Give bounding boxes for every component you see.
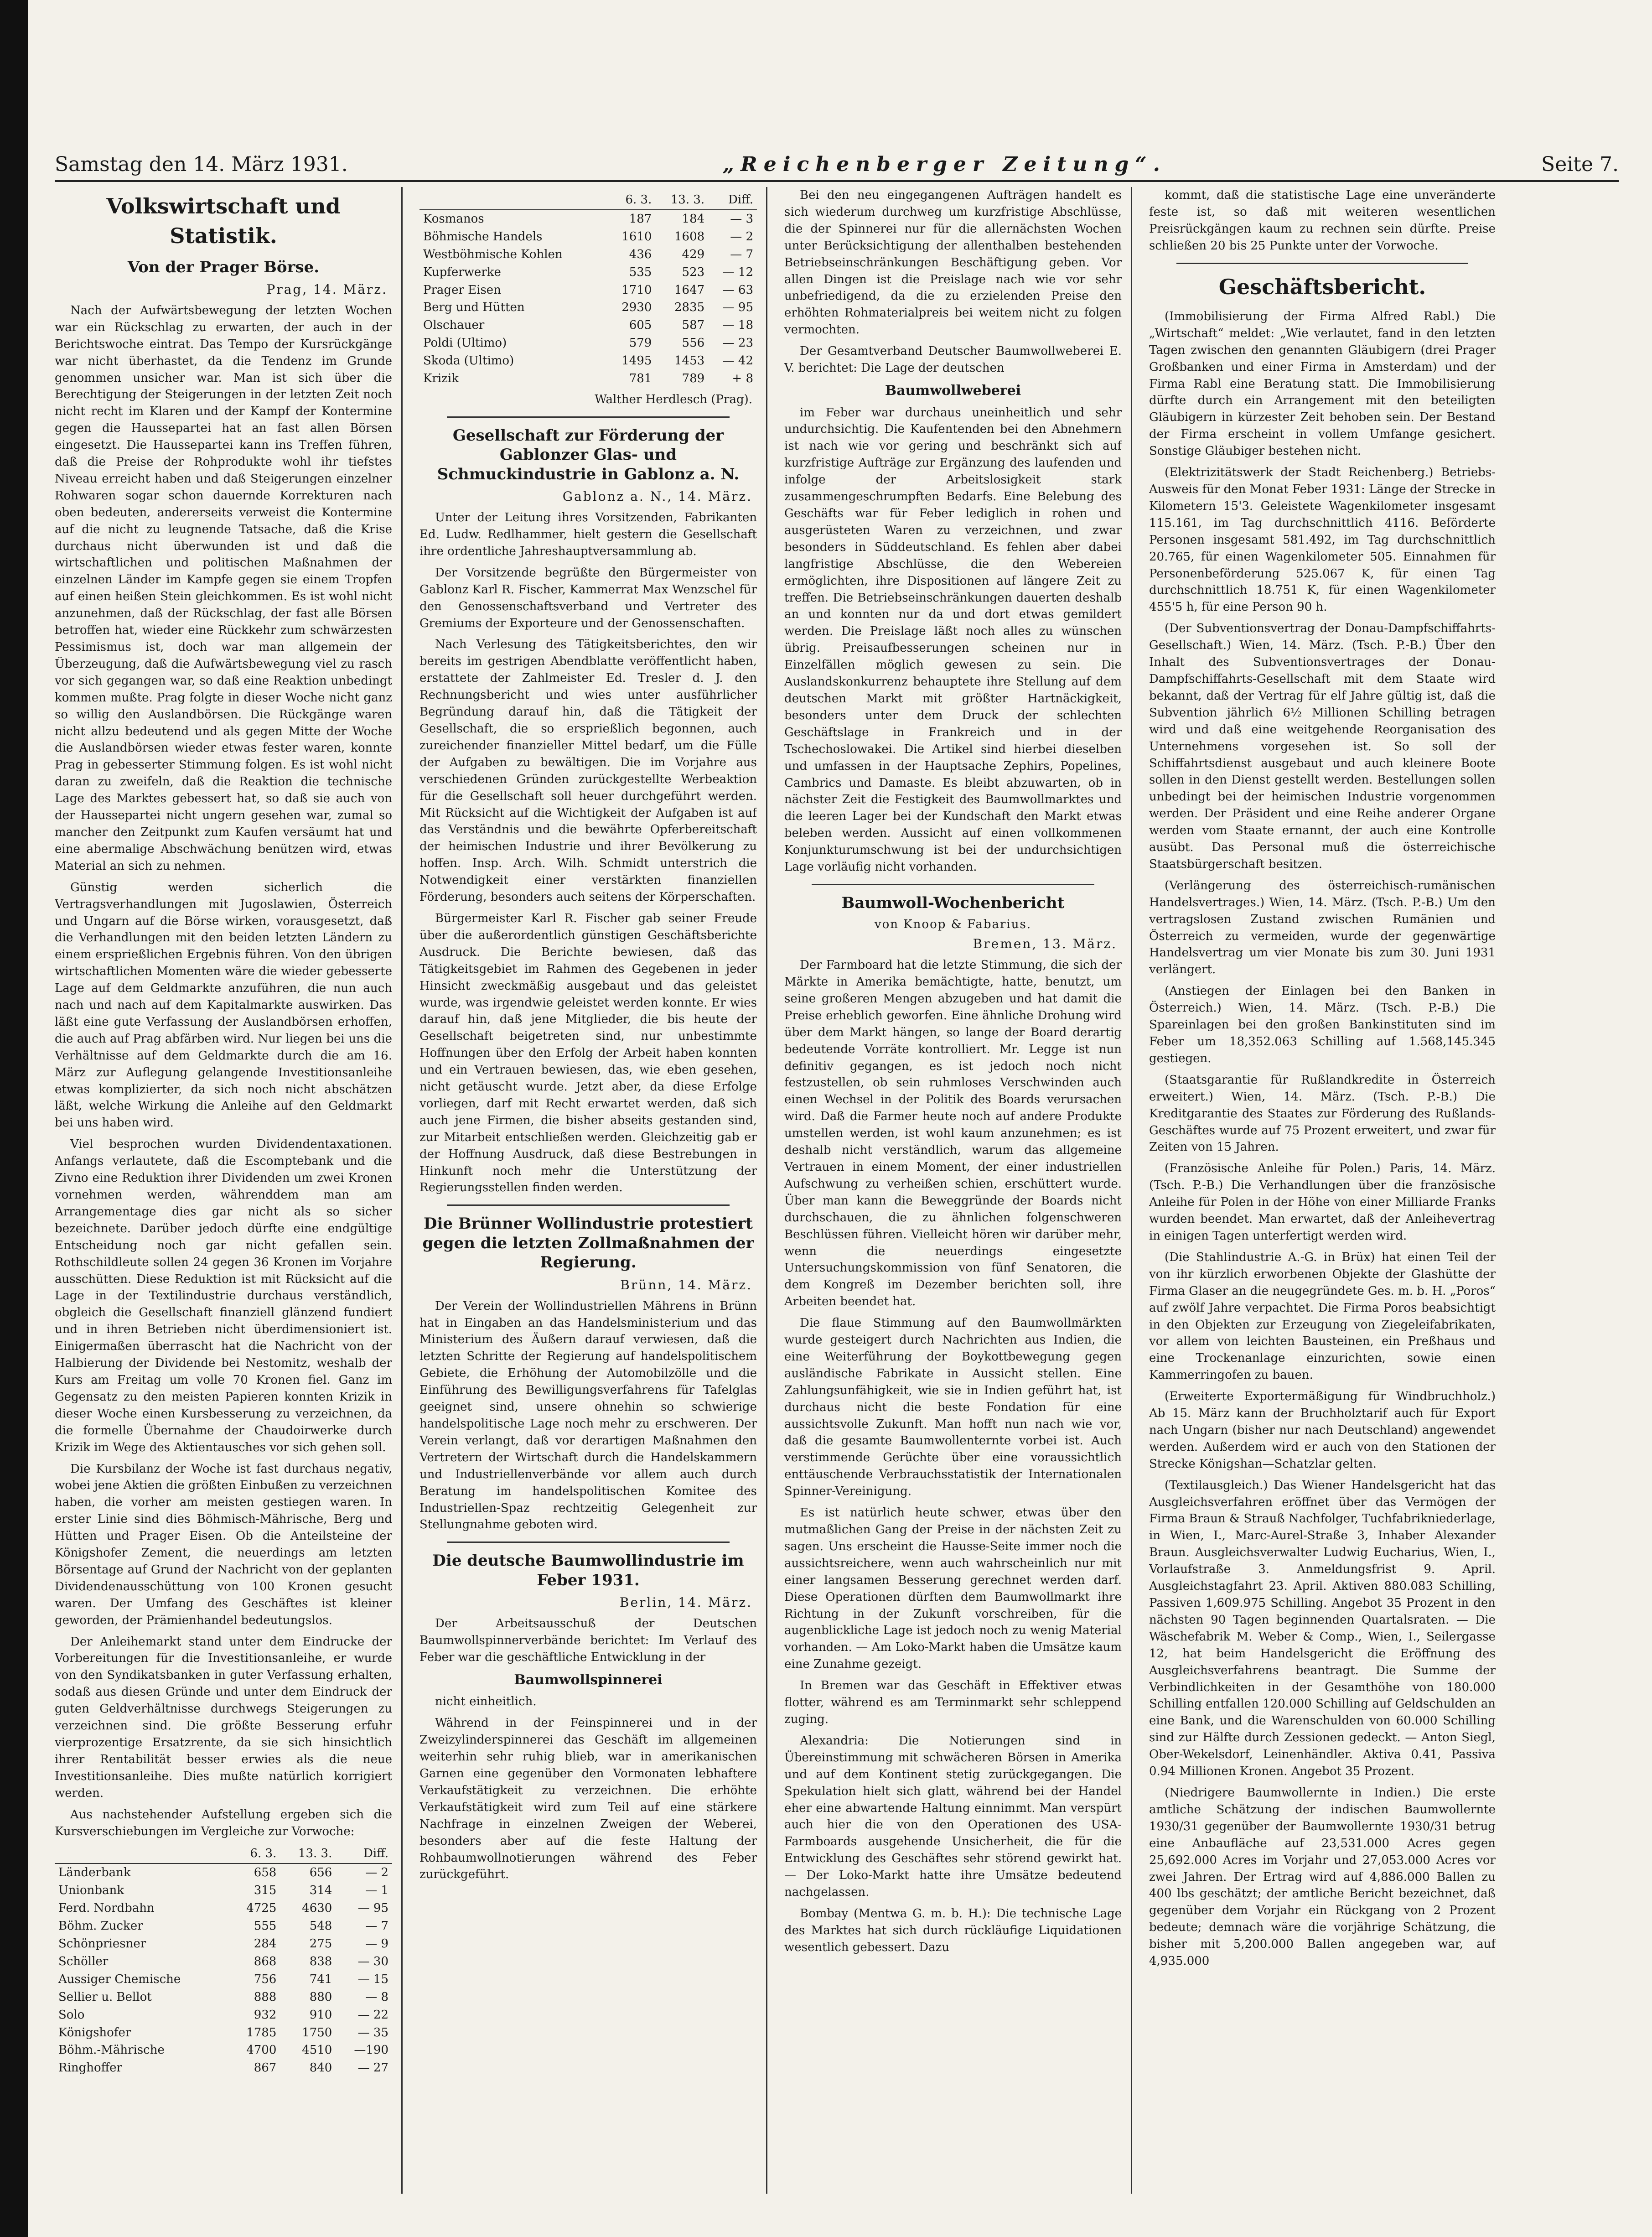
stock-table (55, 1844, 392, 2077)
stock-name-cell: Solo (58, 2008, 85, 2022)
table-row (55, 2041, 392, 2059)
paragraph: In Bremen war das Geschäft in Effektiver etwas flotter, während es am Terminmarkt sehr schleppend zuging. (784, 1679, 1122, 1726)
stock-name-cell: Böhm.-Mährische (58, 2043, 165, 2057)
paragraph: Der Gesamtverband Deutscher Baumwollweberei E. V. berichtet: Die Lage der deutschen (784, 344, 1122, 375)
table-row (55, 1988, 392, 2006)
paragraph: Es ist natürlich heute schwer, etwas über den mutmaßlichen Gang der Preise in der nächsten Zeit zu sagen. Uns erscheint die Hausse-Seite immer noch die aussichtsreichere, wenn auch wahrscheinlich nur mit einer langsamen Besserung gerechnet werden darf. Diese Operationen dürften dem Baumwollmarkt ihre Richtung in der Zukunft vorschreiben, für die augenblickliche Lage ist jedoch noch zu wenig Material vorhanden. — Am Loko-Markt haben die Umsätze kaum eine Zunahme gezeigt. (784, 1506, 1122, 1671)
divider (812, 884, 1094, 885)
paragraph: Während in der Feinspinnerei und in der Zweizylinderspinnerei das Geschäft im allgemeinen weiterhin sehr ruhig blieb, war in amerikanischen Garnen eine gegenüber den Vormonaten lebhaftere Verkaufstätigkeit zu verzeichnen. Die erhöhte Verkaufstätigkeit wird zum Teil auf eine stärkere Nachfrage in einzelnen Zweigen der Weberei, besonders aber auf die feste Haltung der Rohbaumwollnotierungen während des Feber zurückgeführt. (419, 1716, 757, 1882)
subheading: Baumwollweberei (885, 382, 1021, 399)
paragraph: Viel besprochen wurden Dividendentaxationen. Anfangs verlautete, daß die Escomptebank und die Zivno eine Reduktion ihrer Dividenden um zwei Kronen vornehmen werden, währenddem man am Arrangementage dies gar nicht als so sicher bezeichnete. Darüber jedoch dürfte eine endgültige Entscheidung noch gar nicht gefallen sein. Rothschildleute sollen 24 gegen 36 Kronen im Vorjahre ausschütten. Diese Reduktion ist mit Rücksicht auf die Lage in der Textilindustrie durchaus verständlich, obgleich die Gesellschaft finanziell glänzend fundiert und in ihren Betrieben nicht überdimensioniert ist. Einigermaßen überrascht hat die Nachricht von der Halbierung der Dividende bei Nestomitz, weshalb der Kurs am Freitag um volle 70 Kronen fiel. Ganz im Gegensatz zu den meisten Papieren konnten Krizik in dieser Woche einen Kursbesserung zu verzeichnen, da die formelle Übernahme der Chaudoirwerke durch Krizik im Wege des Aktientausches vor sich gehen soll. (55, 1137, 392, 1454)
stock-value-cell: 184 (682, 212, 705, 226)
paragraph: (Immobilisierung der Firma Alfred Rabl.) Die „Wirtschaft“ meldet: „Wie verlautet, fand in den letzten Tagen zwischen den genannten Gläubigern (drei Prager Großbanken und einer Firma in Amsterdam) und der Firma Rabl eine Beratung statt. Die Immobilisierung dürfte durch ein Arrangement mit den beteiligten Gläubigern in kürzester Zeit behoben sein. Der Bestand der Firma erscheint in vollem Umfange gesichert. Sonstige Gläubiger bestehen nicht. (1149, 309, 1496, 458)
stock-value-cell: 4700 (246, 2043, 277, 2057)
stock-value-cell: 2930 (621, 301, 652, 315)
table-row (55, 2059, 392, 2077)
stock-value-cell: 535 (629, 265, 652, 279)
divider (447, 1542, 730, 1543)
stock-name-cell: Kupferwerke (423, 265, 501, 279)
stock-value-cell: — 2 (365, 1866, 388, 1880)
stock-value-cell: + 8 (732, 372, 753, 386)
stock-value-cell: 548 (309, 1919, 332, 1933)
stock-name-cell: Ferd. Nordbahn (58, 1901, 155, 1915)
column-header: 6. 3. (607, 191, 655, 210)
stock-value-cell: 4725 (246, 1901, 277, 1915)
stock-value-cell: — 30 (357, 1954, 388, 1968)
paragraph: Bürgermeister Karl R. Fischer gab seiner Freude über die außerordentlich günstigen Geschäftsberichte Ausdruck. Die Berichte bewiesen, daß das Tätigkeitsgebiet im Rahmen des Gegebenen in jeder Hinsicht zweckmäßig ausgebaut und das geleistet wurde, was irgendwie geleistet werden konnte. Er wies darauf hin, daß jene Mitglieder, die bis heute der Gesellschaft beigetreten sind, nur unbestimmte Hoffnungen über den Erfolg der Arbeit haben konnten und ein Vertrauen bewiesen, das, wie eben gesehen, nicht getäuscht wurde. Jetzt aber, da diese Erfolge vorliegen, darf mit Recht erwartet werden, daß sich auch jene Firmen, die bisher abseits gestanden sind, zur Mitarbeit entschließen werden. Gleichzeitig gab er der Hoffnung Ausdruck, daß diese Bestrebungen in Hinkunft noch mehr die Unterstützung der Regierungsstellen finden werden. (419, 911, 757, 1195)
paragraph: Unter der Leitung ihres Vorsitzenden, Fabrikanten Ed. Ludw. Redlhammer, hielt gestern die Gesellschaft ihre ordentliche Jahreshauptversammlung ab. (419, 511, 757, 558)
stock-name-cell: Königshofer (58, 2025, 131, 2040)
paragraph: Bombay (Mentwa G. m. b. H.): Die technische Lage des Marktes hat sich durch rückläufige Liquidationen wesentlich gebessert. Dazu (784, 1906, 1122, 1954)
stock-value-cell: 656 (309, 1866, 332, 1880)
table-row (419, 210, 757, 228)
scan-binding-edge (0, 0, 28, 2237)
stock-value-cell: 315 (254, 1884, 277, 1898)
stock-name-cell: Westböhmische Kohlen (423, 247, 563, 261)
column-header (419, 191, 607, 210)
paragraph: (Anstiegen der Einlagen bei den Banken in Österreich.) Wien, 14. März. (Tsch. P.-B.) Die Spareinlagen bei den großen Bankinstituten sind im Feber um 18,352.063 Schilling auf 1.568,145.345 gestiegen. (1149, 984, 1496, 1065)
stock-value-cell: — 42 (722, 354, 753, 368)
paragraph: (Französische Anleihe für Polen.) Paris, 14. März. (Tsch. P.-B.) Die Verhandlungen über die französische Anleihe für Polen in der Höhe von einer Milliarde Franks wurden beendet. Man erwartet, daß der Anleihevertrag in einigen Tagen unterfertigt werden wird. (1149, 1162, 1496, 1243)
stock-name-cell: Krizik (423, 372, 459, 386)
stock-value-cell: — 18 (722, 318, 753, 332)
stock-value-cell: 888 (254, 1990, 277, 2004)
stock-name-cell: Unionbank (58, 1884, 124, 1898)
paragraph: kommt, daß die statistische Lage eine unveränderte feste ist, so daß mit weiteren wesentlichen Preisrückgängen kaum zu rechnen sein dürfte. Preise schließen 20 bis 25 Punkte unter der Vorwoche. (1149, 188, 1496, 253)
column-header: 13. 3. (280, 1844, 336, 1863)
stock-value-cell: 187 (629, 212, 652, 226)
stock-value-cell: 756 (254, 1972, 277, 1986)
subheading: Baumwollspinnerei (514, 1671, 663, 1688)
table-row (55, 1935, 392, 1953)
stock-name-cell: Kosmanos (423, 212, 484, 226)
author-signature: Walther Herdlesch (Prag). (595, 392, 752, 406)
stock-value-cell: — 8 (365, 1990, 388, 2004)
stock-value-cell: 429 (682, 247, 705, 261)
page-header (55, 148, 1619, 182)
stock-value-cell: 658 (254, 1866, 277, 1880)
stock-name-cell: Poldi (Ultimo) (423, 336, 507, 350)
stock-value-cell: — 1 (365, 1884, 388, 1898)
stock-value-cell: 741 (309, 1972, 332, 1986)
paragraph: (Textilausgleich.) Das Wiener Handelsgericht hat das Ausgleichsverfahren eröffnet über das Vermögen der Firma Braun & Strauß Nachfolger, Tuchfabrikniederlage, in Wien, I., Marc-Aurel-Straße 3, Inhaber Alexander Braun. Ausgleichsverwalter Ludwig Eucharius, Wien, I., Vorlaufstraße 3. Anmeldungsfrist 9. April. Ausgleichstagfahrt 23. April. Aktiven 880.083 Schilling, Passiven 1,609.975 Schilling. Angebot 35 Prozent in den nächsten 90 Tagen beginnenden Quartalsraten. — Die Wäschefabrik M. Weber & Comp., Wien, I., Seilergasse 12, hat beim Handelsgericht die Eröffnung des Ausgleichsverfahrens beantragt. Die Summe der Verbindlichkeiten in der Gesamthöhe von 180.000 Schilling entfallen 120.000 Schilling auf Geldschulden an eine Bank, und die Warenschulden von 60.000 Schilling sind zur Hälfte durch Zessionen gedeckt. — Anton Siegl, Ober-Wekelsdorf, Leinenhändler. Aktiva 0.41, Passiva 0.94 Millionen Kronen. Angebot 35 Prozent. (1149, 1478, 1496, 1779)
stock-value-cell: 275 (309, 1936, 332, 1951)
paragraph: Die flaue Stimmung auf den Baumwollmärkten wurde gesteigert durch Nachrichten aus Indien, die eine Weiterführung der Boykottbewegung gegen ausländische Fabrikate in Aussicht stellen. Eine Zahlungsunfähigkeit, wie sie in Indien geführt hat, ist durchaus nicht die beste Fondation für eine aussichtsvolle Zukunft. Man hofft nun nach wie vor, daß die gesamte Baumwollenternte vorbei ist. Auch verstimmende Gerüchte über eine voraussichtlich enttäuschende Verbrauchsstatistik der Internationalen Spinner-Vereinigung. (784, 1316, 1122, 1499)
stock-value-cell: — 35 (357, 2025, 388, 2040)
article-headline: Baumwoll-Wochenbericht (841, 893, 1065, 912)
stock-value-cell: — 7 (365, 1919, 388, 1933)
paragraph: Nach Verlesung des Tätigkeitsberichtes, den wir bereits im gestrigen Abendblatte veröffentlicht haben, erstattete der Zahlmeister Ed. Tresler d. J. den Rechnungsbericht und wies unter ausführlicher Begründung darauf hin, daß die Tätigkeit der Gesellschaft, die so ersprießlich begonnen, auch zureichender finanzieller Mittel bedarf, um die Fülle der Aufgaben zu bewältigen. Die im Vorjahre aus verschiedenen Gründen zurückgestellte Werbeaktion für die Gesellschaft soll heuer durchgeführt werden. Mit Rücksicht auf die Wichtigkeit der Aufgaben ist auf das Verständnis und die bewährte Opferbereitschaft der heimischen Industrie und ihrer Bevölkerung zu hoffen. Insp. Arch. Wilh. Schmidt unterstrich die Notwendigkeit einer verstärkten finanziellen Förderung, besonders auch seitens der Körperschaften. (419, 638, 757, 904)
stock-value-cell: 910 (309, 2008, 332, 2022)
stock-name-cell: Länderbank (58, 1866, 131, 1880)
divider (447, 1204, 730, 1206)
stock-value-cell: 4630 (302, 1901, 332, 1915)
stock-name-cell: Schöller (58, 1954, 109, 1968)
paragraph: Bei den neu eingegangenen Aufträgen handelt es sich wiederum durchweg um kurzfristige Abschlüsse, die der Spinnerei nur für die allernächsten Wochen unter Berücksichtigung der allenthalben bestehenden Betriebseinschränkungen Beschäftigung geben. Vor allen Dingen ist die Preislage nach wie vor sehr unbefriedigend, da die zu erzielenden Preise den erhöhten Rohmaterialpreis bei weitem nicht zu folgen vermochten. (784, 188, 1122, 337)
stock-value-cell: — 95 (722, 301, 753, 315)
table-row (55, 1917, 392, 1935)
column-4 (1149, 187, 1496, 2194)
table-row (55, 2006, 392, 2024)
stock-value-cell: 868 (254, 1954, 277, 1968)
stock-value-cell: — 2 (730, 229, 753, 244)
stock-value-cell: — 27 (357, 2061, 388, 2075)
article-headline: Gesellschaft zur Förderung der Gablonzer Glas- und Schmuckindustrie in Gablonz a. N. (437, 426, 740, 483)
stock-name-cell: Sellier u. Bellot (58, 1990, 152, 2004)
column-divider (1131, 187, 1132, 2194)
divider (1176, 263, 1468, 264)
dateline: Berlin, 14. März. (619, 1595, 752, 1610)
paragraph: Der Arbeitsausschuß der Deutschen Baumwollspinnerverbände berichtet: Im Verlauf des Feber war die geschäftliche Entwicklung in der (419, 1617, 757, 1664)
column-header (55, 1844, 230, 1863)
stock-name-cell: Ringhoffer (58, 2061, 122, 2075)
stock-name-cell: Böhmische Handels (423, 229, 543, 244)
paragraph: Günstig werden sicherlich die Vertragsverhandlungen mit Jugoslawien, Österreich und Ungarn auf die Börse wirken, vorausgesetzt, daß die Verhandlungen mit den beiden letzten Ländern zu einem ersprießlichen Ergebnis führen. Von den übrigen wirtschaftlichen Momenten wäre die wieder gebesserte Lage auf dem Geldmarkte anzuführen, die nun auch nach und nach auf dem Kapitalmarkte auswirken. Das läßt eine gute Verfassung der Auslandbörsen erhoffen, die auch auf Prag abfärben wird. Nur liegen bei uns die Verhältnisse auf dem Geldmarkte durch die am 16. März zur Auflegung gelangende Investitionsanleihe etwas komplizierter, da sich noch nicht abschätzen läßt, welche Wirkung die Anleihe auf den Geldmarkt bei uns haben wird. (55, 880, 392, 1130)
article-headline: Die deutsche Baumwollindustrie im Feber 1931. (432, 1552, 744, 1589)
column-header: 6. 3. (230, 1844, 280, 1863)
header-date: Samstag den 14. März 1931. (55, 152, 348, 176)
stock-value-cell: 1710 (621, 283, 652, 297)
table-row (419, 352, 757, 370)
stock-value-cell: 1785 (246, 2025, 277, 2040)
stock-value-cell: — 23 (722, 336, 753, 350)
stock-value-cell: 523 (682, 265, 705, 279)
column-2 (419, 187, 757, 2194)
stock-name-cell: Schönpriesner (58, 1936, 146, 1951)
stock-name-cell: Skoda (Ultimo) (423, 354, 514, 368)
stock-name-cell: Böhm. Zucker (58, 1919, 143, 1933)
stock-value-cell: — 95 (357, 1901, 388, 1915)
stock-value-cell: 556 (682, 336, 705, 350)
column-1 (55, 187, 392, 2194)
column-3 (784, 187, 1122, 2194)
stock-value-cell: 4510 (302, 2043, 332, 2057)
section-title: Volkswirtschaft und Statistik. (106, 194, 341, 249)
stock-name-cell: Prager Eisen (423, 283, 501, 297)
stock-value-cell: 436 (629, 247, 652, 261)
paragraph: nicht einheitlich. (435, 1695, 537, 1709)
stock-value-cell: 932 (254, 2008, 277, 2022)
stock-value-cell: — 9 (365, 1936, 388, 1951)
stock-value-cell: 1610 (621, 229, 652, 244)
table-row (419, 264, 757, 281)
stock-value-cell: 867 (254, 2061, 277, 2075)
table-row (419, 228, 757, 246)
stock-name-cell: Aussiger Chemische (58, 1972, 181, 1986)
stock-value-cell: 587 (682, 318, 705, 332)
dateline: Bremen, 13. März. (973, 936, 1117, 952)
stock-value-cell: 789 (682, 372, 705, 386)
table-row (55, 1863, 392, 1882)
stock-value-cell: —190 (354, 2043, 388, 2057)
paragraph: Der Vorsitzende begrüßte den Bürgermeister von Gablonz Karl R. Fischer, Kammerrat Max Wenzschel für den Genossenschaftsverband und Vertreter des Gremiums der Exporteure und der Genossenschaften. (419, 566, 757, 630)
paragraph: (Elektrizitätswerk der Stadt Reichenberg.) Betriebs-Ausweis für den Monat Feber 1931: Länge der Strecke in Kilometern 15'3. Geleistete Wagenkilometer insgesamt 115.161, im Tag durchschnittlich 4116. Beförderte Personen insgesamt 581.492, im Tag durchschnittlich 20.765, für einen Wagenkilometer 505. Einnahmen für Personenbeförderung 525.067 K, für einen Tag durchschnittlich 18.751 K, für einen Wagenkilometer 455'5 h, für eine Person 90 h. (1149, 466, 1496, 614)
paragraph: (Die Stahlindustrie A.-G. in Brüx) hat einen Teil der von ihr kürzlich erworbenen Objekte der Glashütte der Firma Glaser an die neugegründete Ges. m. b. H. „Poros“ auf zwölf Jahre verpachtet. Die Firma Poros beabsichtigt in den Objekten zur Erzeugung von Ziegeleifabrikaten, vor allem von leichten Bausteinen, ein Preßhaus und eine Trockenanlage einzurichten, sowie einen Kammerringofen zu bauen. (1149, 1250, 1496, 1382)
divider (447, 416, 730, 418)
stock-value-cell: 1750 (302, 2025, 332, 2040)
paragraph: (Staatsgarantie für Rußlandkredite in Österreich erweitert.) Wien, 14. März. (Tsch. P.-B.) Die Kreditgarantie des Staates zur Förderung des Rußlands-Geschäftes wurde auf 75 Prozent erweitert, und zwar für Zeiten von 15 Jahren. (1149, 1073, 1496, 1154)
stock-value-cell: — 12 (722, 265, 753, 279)
newspaper-name: „Reichenberger Zeitung“. (722, 152, 1166, 176)
stock-name-cell: Berg und Hütten (423, 301, 525, 315)
table-row (55, 1971, 392, 1988)
stock-value-cell: 838 (309, 1954, 332, 1968)
paragraph: (Der Subventionsvertrag der Donau-Dampfschiffahrts-Gesellschaft.) Wien, 14. März. (Tsch. P.-B.) Über den Inhalt des Subventionsvertrages der Donau-Dampfschiffahrts-Gesellschaft mit dem Staate wird bekannt, daß der Vertrag für elf Jahre gültig ist, daß die Subvention jährlich 6½ Millionen Schilling betragen wird und daß eine weitgehende Reorganisation des Unternehmens vorgesehen ist. So soll der Schiffahrtsdienst ausgebaut und auch kleinere Boote sollen in den Dienst gestellt werden. Bestellungen sollen unbedingt bei der heimischen Industrie vorgenommen werden. Der Präsident und eine Reihe anderer Organe werden vom Staate ernannt, der auch eine Kontrolle ausübt. Das Personal muß die österreichische Staatsbürgerschaft besitzen. (1149, 622, 1496, 871)
table-row (419, 281, 757, 299)
article-headline: Die Brünner Wollindustrie protestiert gegen die letzten Zollmaßnahmen der Regierung. (422, 1215, 754, 1272)
table-row (55, 1882, 392, 1900)
stock-value-cell: 2835 (674, 301, 705, 315)
stock-value-cell: — 3 (730, 212, 753, 226)
paragraph: Der Farmboard hat die letzte Stimmung, die sich der Märkte in Amerika bemächtigte, hatte, benutzt, um seine großeren Mengen abzugeben und hat damit die Preise erheblich geworfen. Eine ähnliche Drohung wird über dem Markt hängen, so lange der Board derartig bedeutende Vorräte kontrolliert. Mr. Legge ist nun definitiv gegangen, es ist jedoch noch nicht festzustellen, ob sein ruhmloses Verschwinden auch einen Wechsel in der Politik des Boards verursachen wird. Daß die Farmer heute noch auf andere Produkte umstellen werden, ist wohl kaum anzunehmen; es ist deshalb nicht verständlich, warum das allgemeine Vertrauen in einem Moment, der einer industriellen Aufschwung zu verheißen schien, erschüttert wurde. Über man kann die Beweggründe der Boards nicht durchschauen, die zu ähnlichen folgenschweren Beschlüssen führen. Vielleicht hören wir darüber mehr, wenn die neuerdings eingesetzte Untersuchungskommission von fünf Senatoren, die dem Kongreß im Dezember berichten soll, ihre Arbeiten beendet hat. (784, 958, 1122, 1309)
stock-value-cell: — 7 (730, 247, 753, 261)
paragraph: Die Kursbilanz der Woche ist fast durchaus negativ, wobei jene Aktien die größten Einbußen zu verzeichnen haben, die vorher am meisten gestiegen waren. In erster Linie sind dies Böhmisch-Mährische, Berg und Hütten und Prager Eisen. Ob die Anteilsteine der Königshofer Zement, die neuerdings am letzten Börsentage auf Grund der Nachricht von der geplanten Dividendenausschüttung von 100 Kronen gesucht waren. Der Umfang des Geschäftes ist kleiner geworden, der Prämienhandel bedeutungslos. (55, 1462, 392, 1627)
paragraph: Alexandria: Die Notierungen sind in Übereinstimmung mit schwächeren Börsen in Amerika und auf dem Kontinent stetig zurückgegangen. Die Spekulation hielt sich glatt, während bei der Handel eher eine abwartende Haltung einnimmt. Man verspürt auch hier die von den Operationen des USA-Farmboards ausgehende Unsicherheit, die für die Entwicklung des Geschäftes sehr störend gewirkt hat. — Der Loko-Markt hatte ihre Umsätze bedeutend nachgelassen. (784, 1734, 1122, 1900)
table-row (419, 299, 757, 317)
paragraph: (Erweiterte Exportermäßigung für Windbruchholz.) Ab 15. März kann der Bruchholztarif auch für Export nach Ungarn (bisher nur nach Deutschland) angewendet werden. Außerdem wird er auch von den Stationen der Strecke Königshan—Schatzlar gelten. (1149, 1390, 1496, 1471)
stock-value-cell: 1647 (674, 283, 705, 297)
stock-value-cell: — 22 (357, 2008, 388, 2022)
table-header-row (55, 1844, 392, 1863)
article-author: von Knoop & Fabarius. (874, 918, 1032, 932)
stock-value-cell: 1453 (674, 354, 705, 368)
paragraph: Nach der Aufwärtsbewegung der letzten Wochen war ein Rückschlag zu erwarten, der auch in der Berichtswoche eintrat. Das Tempo der Kursrückgänge war nicht überhastet, da die Tendenz im Grunde genommen unsicher war. Man ist sich über die Berechtigung der Steigerungen in der letzten Zeit noch nicht recht im Klaren und der Kampf der Kontermine gegen die Haussepartei hat an fast allen Börsen eingesetzt. Die Haussepartei kann ins Treffen führen, daß die Preise der Rohprodukte wohl ihr tiefstes Niveau erreicht haben und daß Steigerungen einzelner Rohwaren sogar schon dauernde Korrekturen nach oben bedeuten, andererseits verweist die Kontermine auf die nicht zu leugnende Tatsache, daß die Krise durchaus nicht überwunden ist und daß die wirtschaftlichen und politischen Maßnahmen der einzelnen Länder im Kampfe gegen sie einem Tropfen auf einen heißen Stein gleichkommen. Es ist wohl nicht anzunehmen, daß der Rückschlag, der fast alle Börsen betroffen hat, wieder eine Rückkehr zum schwärzesten Pessimismus ist, doch war man allgemein der Überzeugung, daß die Aufwärtsbewegung viel zu rasch vor sich gegangen war, so daß eine Reaktion unbedingt kommen mußte. Prag folgte in dieser Woche nicht ganz so willig den Auslandbörsen. Die Rückgänge waren nicht allzu bedeutend und als gegen Mitte der Woche die Auslandbörsen wieder etwas fester waren, konnte Prag in gebesserter Stimmung folgen. Es ist wohl nicht daran zu zweifeln, daß die Reaktion die technische Lage des Marktes gebessert hat, so daß sie auch von der Haussepartei nicht ungern gesehen war, zumal so mancher den Zeitpunkt zum Kaufen versäumt hat und eine abermalige Abschwächung benützen wird, etwas Material an sich zu nehmen. (55, 303, 392, 873)
stock-value-cell: 605 (629, 318, 652, 332)
paragraph: Der Verein der Wollindustriellen Mährens in Brünn hat in Eingaben an das Handelsministerium und das Ministerium des Äußern darauf verwiesen, daß die letzten Schritte der Regierung auf handelspolitischem Gebiete, die Erhöhung der Automobilzölle und die Einführung des Bewilligungsverfahrens für Tafelglas geeignet sind, unsere ohnehin so schwierige handelspolitische Lage noch mehr zu erschweren. Der Verein verlangt, daß vor derartigen Maßnahmen den Vertretern der Wirtschaft durch die Handelskammern und Industriellenverbände vor allem auch durch Beratung im handelspolitischen Komitee des Industriellen-Spaz rechtzeitig Gelegenheit zur Stellungnahme geboten wird. (419, 1299, 757, 1532)
table-row (419, 246, 757, 264)
dateline: Prag, 14. März. (266, 282, 388, 297)
paragraph: (Niedrigere Baumwollernte in Indien.) Die erste amtliche Schätzung der indischen Baumwollernte 1930/31 gegenüber der Baumwollernte 1930/31 betrug eine Anbaufläche auf 23,531.000 Acres gegen 25,692.000 Acres im Vorjahr und 27,053.000 Acres vor zwei Jahren. Der Ertrag wird auf 4,886.000 Ballen zu 400 lbs geschätzt; der amtliche Bericht bezeichnet, daß gegenüber dem Vorjahr ein Rückgang von 2 Prozent bedeute; demnach wäre die vorjährige Schätzung, die bisher mit 5,200.000 Ballen angegeben war, auf 4,935.000 (1149, 1785, 1496, 1968)
paragraph: im Feber war durchaus uneinheitlich und sehr undurchsichtig. Die Kaufentenden bei den Abnehmern ist nach wie vor gering und beschränkt sich auf kurzfristige Aufträge zur Ergänzung des laufenden und infolge der Arbeitslosigkeit stark zusammengeschrumpften Bedarfs. Eine Belebung des Geschäfts war für Feber lediglich in rohen und ausgerüsteten Waren zu verzeichnen, und zwar besonders in Süddeutschland. Es fehlen aber dabei langfristige Abschlüsse, die den Webereien ermöglichten, ihre Dispositionen auf längere Zeit zu treffen. Die Betriebseinschränkungen dauerten deshalb an und konnten nur da und dort etwas gemildert werden. Die Preislage läßt noch alles zu wünschen übrig. Preisaufbesserungen scheinen nur in Einzelfällen möglich gewesen zu sein. Die Auslandskonkurrenz behauptete ihre Stellung auf dem deutschen Markt mit größter Hartnäckigkeit, besonders unter dem Druck der schlechten Geschäftslage in Frankreich und in der Tschechoslowakei. Die Artikel sind hierbei dieselben und umfassen in der Hauptsache Zephirs, Popelines, Cambrics und Damaste. Es bleibt abzuwarten, ob in nächster Zeit die Festigkeit des Baumwollmarktes und die leeren Lager bei der Kundschaft den Markt etwas beleben werden. Aussicht auf einen vollkommenen Konjunkturumschwung ist bei der undurchsichtigen Lage vorläufig nicht vorhanden. (784, 405, 1122, 874)
stock-value-cell: 1608 (674, 229, 705, 244)
stock-value-cell: 284 (254, 1936, 277, 1951)
stock-table (419, 191, 757, 388)
dateline: Gablonz a. N., 14. März. (562, 489, 752, 504)
article-headline: Von der Prager Börse. (127, 258, 320, 276)
table-row (419, 370, 757, 388)
stock-value-cell: 314 (309, 1884, 332, 1898)
table-row (55, 1900, 392, 1917)
column-header: Diff. (708, 191, 757, 210)
stock-name-cell: Olschauer (423, 318, 485, 332)
table-row (419, 317, 757, 334)
stock-value-cell: 1495 (621, 354, 652, 368)
paragraph: (Verlängerung des österreichisch-rumänischen Handelsvertrages.) Wien, 14. März. (Tsch. P.-B.) Um den vertragslosen Zustand zwischen Rumänien und Österreich zu vermeiden, wurde der gegenwärtige Handelsvertrag um vier Monate bis zum 30. Juni 1931 verlängert. (1149, 878, 1496, 977)
table-row (55, 1953, 392, 1971)
table-row (419, 334, 757, 352)
table-header-row (419, 191, 757, 210)
stock-value-cell: 781 (629, 372, 652, 386)
stock-value-cell: 555 (254, 1919, 277, 1933)
table-row (55, 2024, 392, 2042)
stock-value-cell: — 15 (357, 1972, 388, 1986)
article-body (55, 302, 392, 1840)
paragraph: Der Anleihemarkt stand unter dem Eindrucke der Vorbereitungen für die Investitionsanleihe, er wurde von den Syndikatsbanken in guter Verfassung erhalten, sodaß aus diesen Gründe und unter dem Eindruck der guten Geldverhältnisse durchwegs Steigerungen zu verzeichnen sind. Die größte Besserung erfuhr vierprozentige Ersatzrente, da sie sich hinsichtlich ihrer Rentabilität besser erwies als die neue Investitionsanleihe. Dies mußte natürlich korrigiert werden. (55, 1635, 392, 1800)
column-divider (766, 187, 767, 2194)
column-divider (401, 187, 403, 2194)
column-header: Diff. (336, 1844, 392, 1863)
stock-value-cell: — 63 (722, 283, 753, 297)
stock-value-cell: 840 (309, 2061, 332, 2075)
stock-value-cell: 880 (309, 1990, 332, 2004)
dateline: Brünn, 14. März. (620, 1277, 752, 1292)
column-header: 13. 3. (655, 191, 708, 210)
stock-value-cell: 579 (629, 336, 652, 350)
page-number: Seite 7. (1541, 152, 1619, 176)
paragraph: Aus nachstehender Aufstellung ergeben sich die Kursverschiebungen im Vergleiche zur Vorwoche: (55, 1807, 392, 1838)
section-title: Geschäftsbericht. (1218, 274, 1426, 299)
